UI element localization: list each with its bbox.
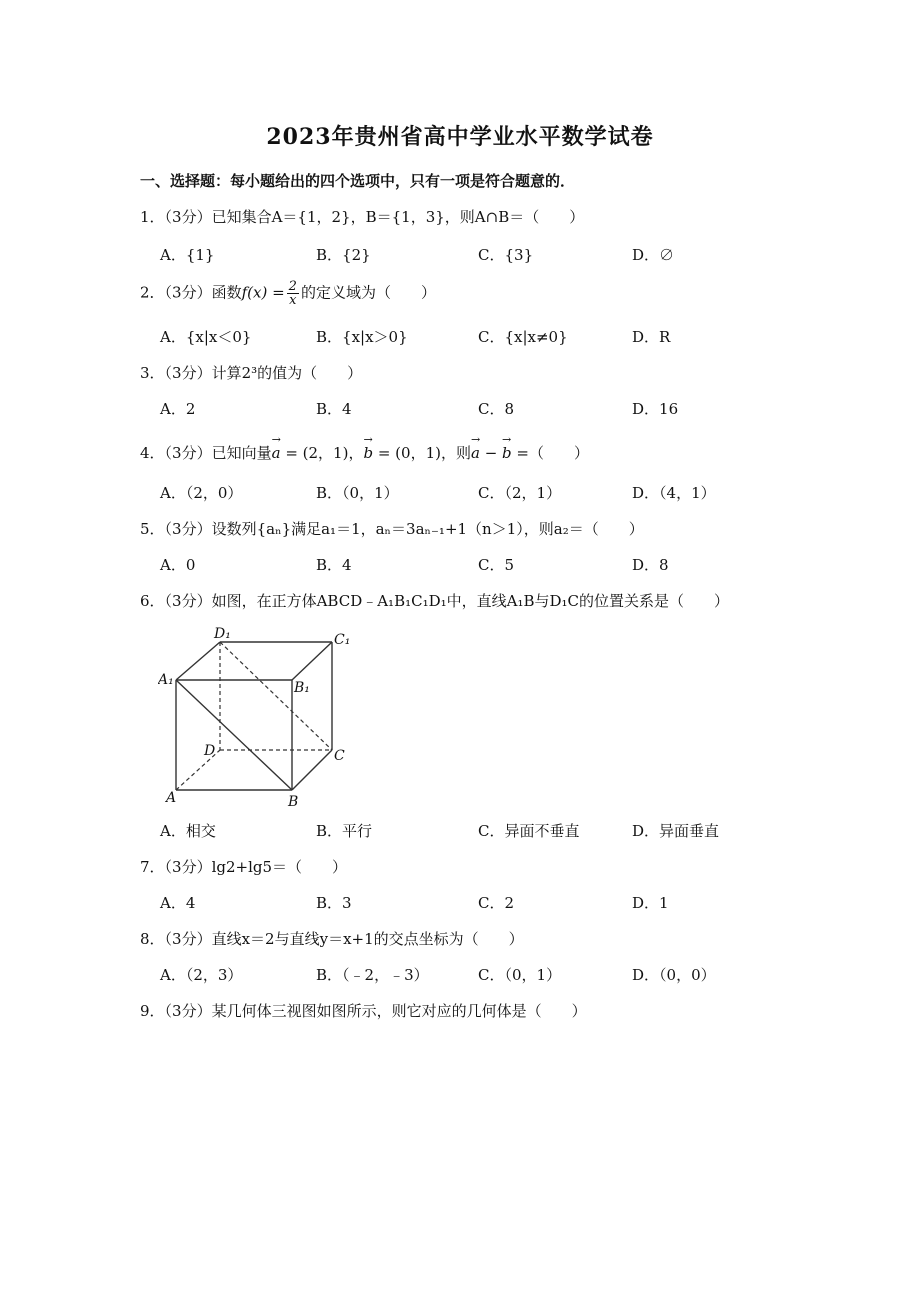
label-a: A xyxy=(166,790,177,806)
cube-figure xyxy=(158,622,358,814)
q2-option-d: D．R xyxy=(632,328,671,346)
question-2-stem xyxy=(140,280,436,307)
q3-option-d: D．16 xyxy=(632,400,679,418)
q5-option-d: D．8 xyxy=(632,556,669,574)
label-a1: A₁ xyxy=(158,672,174,688)
q6-option-c: C．异面不垂直 xyxy=(478,822,580,840)
page-title: 2023年贵州省高中学业水平数学试卷 xyxy=(266,124,654,150)
q2-option-b: B．{x|x＞0} xyxy=(316,328,408,346)
q1-option-d: D．∅ xyxy=(632,246,675,264)
question-9-stem: 9．（3分）某几何体三视图如图所示，则它对应的几何体是（ ） xyxy=(140,1002,587,1020)
q6-option-b: B．平行 xyxy=(316,822,373,840)
q2-option-c: C．{x|x≠0} xyxy=(478,328,568,346)
label-c: C xyxy=(334,748,345,764)
question-1-stem: 1．（3分）已知集合A＝{1，2}，B＝{1，3}，则A∩B＝（ ） xyxy=(140,208,585,226)
vector-a-2: → a xyxy=(471,444,480,462)
question-3-stem: 3．（3分）计算2³的值为（ ） xyxy=(140,364,363,382)
q8-option-b: B．（﹣2，﹣3） xyxy=(316,966,429,984)
question-4-stem xyxy=(140,442,589,463)
q5-option-a: A．0 xyxy=(160,556,196,574)
q4-option-c: C．（2，1） xyxy=(478,484,562,502)
q3-option-b: B．4 xyxy=(316,400,352,418)
q1-option-c: C．{3} xyxy=(478,246,534,264)
q3-option-a: A．2 xyxy=(160,400,196,418)
question-7-stem: 7．（3分）lg2+lg5＝（ ） xyxy=(140,858,348,876)
q4-option-a: A．（2，0） xyxy=(160,484,243,502)
q4-option-b: B．（0，1） xyxy=(316,484,399,502)
q5-option-b: B．4 xyxy=(316,556,352,574)
q3-option-c: C．8 xyxy=(478,400,515,418)
q8-option-c: C．（0，1） xyxy=(478,966,562,984)
label-c1: C₁ xyxy=(334,632,351,648)
label-d: D xyxy=(204,743,216,759)
q8-option-a: A．（2，3） xyxy=(160,966,243,984)
q7-option-b: B．3 xyxy=(316,894,352,912)
q5-option-c: C．5 xyxy=(478,556,515,574)
q6-option-a: A．相交 xyxy=(160,822,216,840)
q4-suffix: =（ ） xyxy=(511,444,589,462)
q2-function: f(x) = xyxy=(241,283,285,302)
q7-option-d: D．1 xyxy=(632,894,669,912)
q7-option-c: C．2 xyxy=(478,894,515,912)
label-b1: B₁ xyxy=(294,680,310,696)
vector-a: → a xyxy=(272,444,281,462)
q4-minus: − xyxy=(479,444,503,462)
q1-option-a: A．{1} xyxy=(160,246,215,264)
vector-b: → b xyxy=(363,444,373,462)
label-b: B xyxy=(288,794,299,810)
q2-option-a: A．{x|x＜0} xyxy=(160,328,252,346)
question-6-stem: 6．（3分）如图，在正方体ABCD﹣A₁B₁C₁D₁中，直线A₁B与D₁C的位置关系是（ ） xyxy=(140,592,730,610)
q7-option-a: A．4 xyxy=(160,894,196,912)
section-heading: 一、选择题：每小题给出的四个选项中，只有一项是符合题意的． xyxy=(140,172,576,190)
q2-denominator: x xyxy=(289,293,297,308)
question-8-stem: 8．（3分）直线x＝2与直线y＝x+1的交点坐标为（ ） xyxy=(140,930,524,948)
q4-option-d: D．（4，1） xyxy=(632,484,716,502)
q4-b-value: = (0，1)，则 xyxy=(373,444,471,462)
vector-b-2: → b xyxy=(502,444,512,462)
question-5-stem: 5．（3分）设数列{aₙ}满足a₁＝1，aₙ＝3aₙ₋₁+1（n＞1），则a₂＝（ ） xyxy=(140,520,644,538)
q6-option-d: D．异面垂直 xyxy=(632,822,720,840)
q2-prefix: 2．（3分）函数 xyxy=(140,283,242,302)
q4-prefix: 4．（3分）已知向量 xyxy=(140,444,272,462)
q2-suffix: 的定义域为（ ） xyxy=(300,283,436,302)
label-d1: D₁ xyxy=(214,626,231,642)
q8-option-d: D．（0，0） xyxy=(632,966,716,984)
q2-numerator: 2 xyxy=(288,279,297,294)
q2-fraction xyxy=(287,280,299,307)
q1-option-b: B．{2} xyxy=(316,246,371,264)
q4-a-value: = (2，1)， xyxy=(280,444,364,462)
